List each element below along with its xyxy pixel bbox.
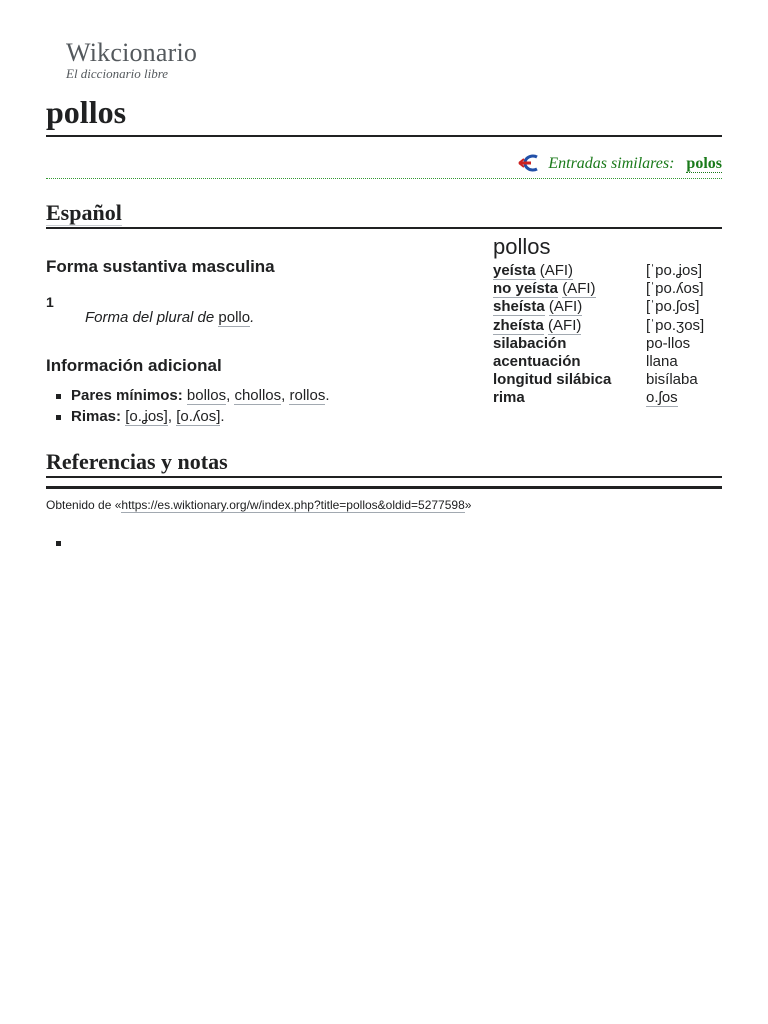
pron-row-sheista — [493, 298, 722, 316]
rima-link-1[interactable]: [o.ʝos] — [125, 408, 168, 425]
similar-entries — [46, 154, 722, 179]
pron-row-yeista — [493, 262, 722, 280]
pron-value: [ˈpo.ʃos] — [646, 298, 700, 316]
pares-link-rollos[interactable]: rollos — [289, 387, 326, 404]
pron-key-yeista[interactable]: yeísta — [493, 262, 536, 279]
pron-value: bisílaba — [646, 371, 698, 389]
c-arrow-icon — [518, 154, 542, 172]
afi-link[interactable]: (AFI) — [539, 262, 574, 279]
logo-tagline: El diccionario libre — [66, 66, 169, 81]
section-heading-espanol-text[interactable]: Español — [46, 200, 122, 225]
similar-link-polos[interactable]: polos — [686, 155, 722, 172]
section-heading-espanol — [46, 199, 722, 229]
pron-key-rima: rima — [493, 389, 525, 407]
definition-text — [85, 309, 254, 326]
retrieved-from — [46, 498, 471, 512]
pron-row-longitud — [493, 371, 722, 389]
pron-value: [ˈpo.ʎos] — [646, 280, 704, 298]
pron-key-zheista[interactable]: zheísta — [493, 316, 544, 334]
content-divider — [46, 486, 722, 489]
similar-label: Entradas similares: — [548, 155, 675, 172]
pron-row-acentuacion — [493, 353, 722, 371]
definition-link-pollo[interactable]: pollo — [218, 309, 251, 326]
pron-value: [ˈpo.ʝos] — [646, 262, 702, 279]
info-item-rimas: Rimas: [o.ʝos], [o.ʎos]. — [46, 406, 330, 427]
retrieved-prefix: Obtenido de « — [46, 498, 122, 512]
pron-value: [ˈpo.ʒos] — [646, 316, 705, 334]
permanent-link[interactable]: https://es.wiktionary.org/w/index.php?title=pollos&oldid=5277598 — [121, 498, 465, 512]
pron-key-silabacion: silabación — [493, 334, 567, 352]
pron-key-acentuacion: acentuación — [493, 352, 581, 370]
pron-row-no-yeista — [493, 280, 722, 298]
info-list — [46, 385, 330, 427]
rima-link-2[interactable]: [o.ʎos] — [176, 408, 221, 425]
site-logo[interactable] — [66, 40, 197, 81]
pares-label: Pares mínimos: — [71, 387, 183, 404]
rimas-label: Rimas: — [71, 408, 122, 425]
empty-list-bullet — [56, 541, 61, 546]
pares-link-bollos[interactable]: bollos — [186, 387, 227, 404]
logo-title: Wikcionario — [66, 38, 198, 67]
definition-end: . — [250, 309, 255, 326]
info-item-pares: Pares mínimos: bollos, chollos, rollos. — [46, 385, 330, 406]
pron-key-sheista[interactable]: sheísta — [493, 298, 545, 316]
pron-key-longitud: longitud silábica — [493, 371, 612, 389]
pron-row-silabacion — [493, 335, 722, 353]
pronunciation-box — [493, 234, 722, 408]
pronunciation-word: pollos — [493, 234, 551, 259]
pron-value: llana — [646, 352, 678, 370]
definition-number: 1 — [46, 294, 54, 310]
definition-prefix: Forma del plural de — [85, 309, 215, 326]
section-heading-referencias: Referencias y notas — [46, 448, 722, 478]
pron-value: po-llos — [646, 334, 691, 352]
pron-rima-link[interactable]: o.ʃos — [646, 389, 678, 407]
pron-key-no-yeista[interactable]: no yeísta — [493, 280, 559, 298]
pron-row-zheista — [493, 317, 722, 335]
afi-link[interactable]: (AFI) — [562, 280, 596, 298]
afi-link[interactable]: (AFI) — [548, 298, 583, 316]
pares-link-chollos[interactable]: chollos — [234, 387, 282, 404]
retrieved-suffix: » — [464, 498, 472, 512]
pos-heading: Forma sustantiva masculina — [46, 257, 275, 276]
afi-link[interactable]: (AFI) — [548, 316, 582, 334]
info-heading: Información adicional — [46, 356, 222, 375]
pron-row-rima — [493, 389, 722, 407]
page-title: pollos — [46, 92, 722, 137]
